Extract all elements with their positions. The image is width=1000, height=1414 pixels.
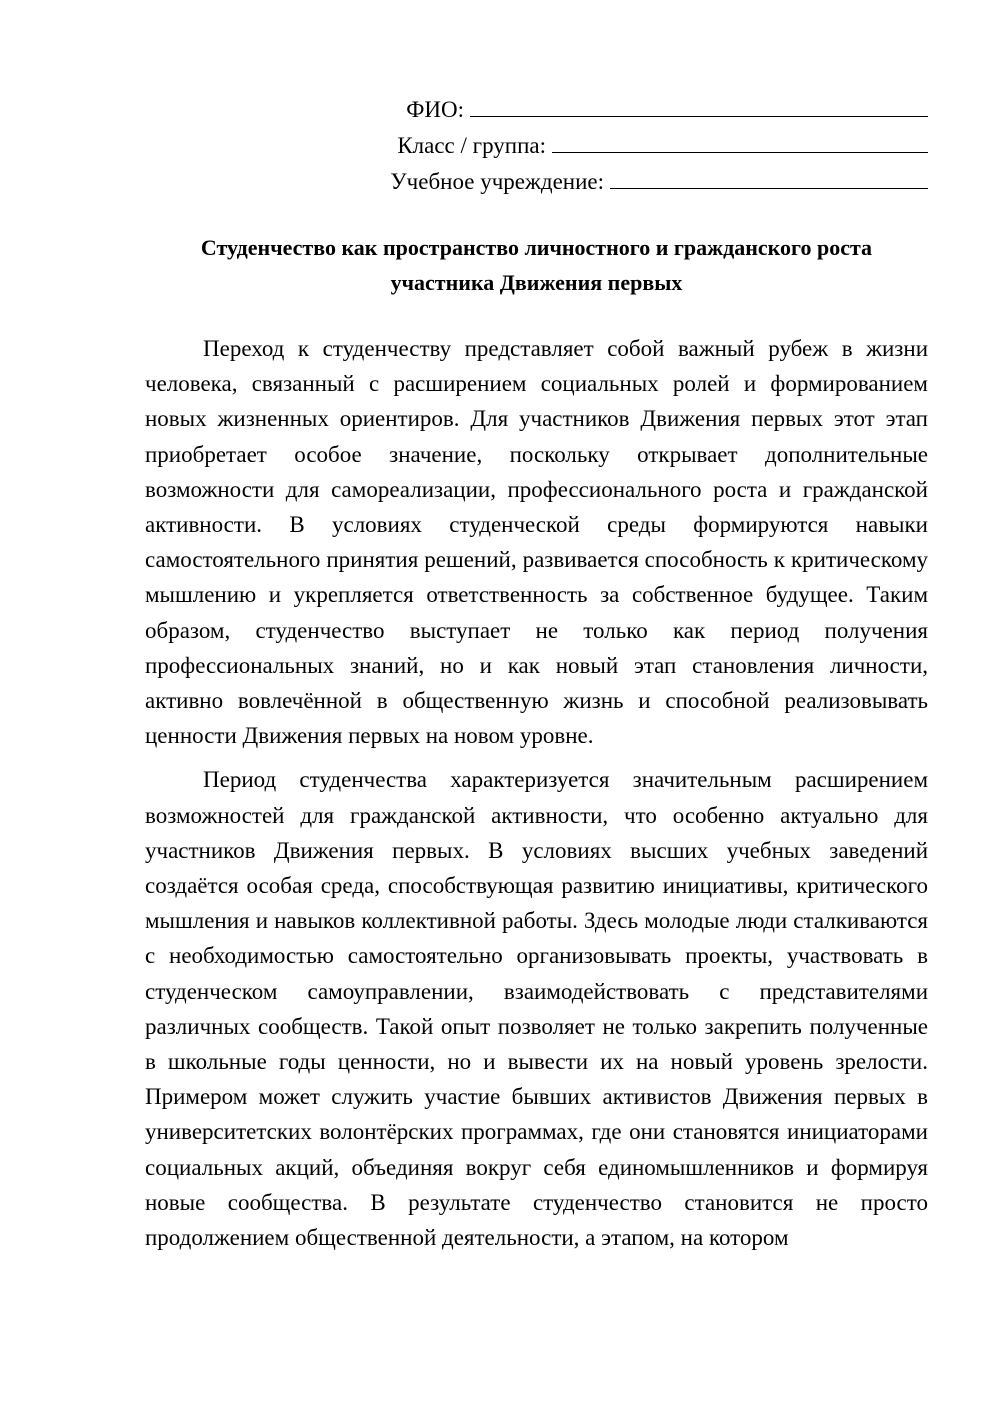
paragraph-1: Переход к студенчеству представляет собой важный рубеж в жизни человека, связанный с расширением социальных ролей и формированием новых жизненных ориентиров. Для участников Движения первых этот этап приобретает особое значение, поскольку открывает дополнительные возможности для самореализации, профессионального роста и гражданской активности. В условиях студенческой среды формируются навыки самостоятельного принятия решений, развивается способность к критическому мышлению и укрепляется ответственность за собственное будущее. Таким образом, студенчество выступает не только как период получения профессиональных знаний, но и как новый этап становления личности, активно вовлечённой в общественную жизнь и способной реализовывать ценности Движения первых на новом уровне.: [145, 336, 928, 749]
fio-blank-line[interactable]: [470, 94, 928, 117]
paragraph-2: Период студенчества характеризуется значительным расширением возможностей для гражданской активности, что особенно актуально для участников Движения первых. В условиях высших учебных заведений создаётся особая среда, способствующая развитию инициативы, критического мышления и навыков коллективной работы. Здесь молодые люди сталкиваются с необходимостью самостоятельно организовывать проекты, участвовать в студенческом самоуправлении, взаимодействовать с представителями различных сообществ. Такой опыт позволяет не только закрепить полученные в школьные годы ценности, но и вывести их на новый уровень зрелости. Примером может служить участие бывших активистов Движения первых в университетских волонтёрских программах, где они становятся инициаторами социальных акций, объединяя вокруг себя единомышленников и формируя новые сообщества. В результате студенчество становится не просто продолжением общественной деятельности, а этапом, на котором: [145, 767, 928, 1251]
class-blank-line[interactable]: [552, 130, 928, 153]
institution-label: Учебное учреждение:: [390, 169, 604, 194]
title-line-2: участника Движения первых: [390, 270, 683, 295]
fio-label: ФИО:: [406, 97, 464, 122]
body-text: [145, 331, 928, 1264]
document-title: [145, 230, 928, 300]
class-label: Класс / группа:: [397, 133, 546, 158]
student-info-header: [0, 92, 928, 200]
fio-row: [0, 92, 928, 128]
institution-row: [0, 164, 928, 200]
class-row: [0, 128, 928, 164]
institution-blank-line[interactable]: [610, 166, 928, 189]
title-line-1: Студенчество как пространство личностного и гражданского роста: [200, 235, 873, 260]
